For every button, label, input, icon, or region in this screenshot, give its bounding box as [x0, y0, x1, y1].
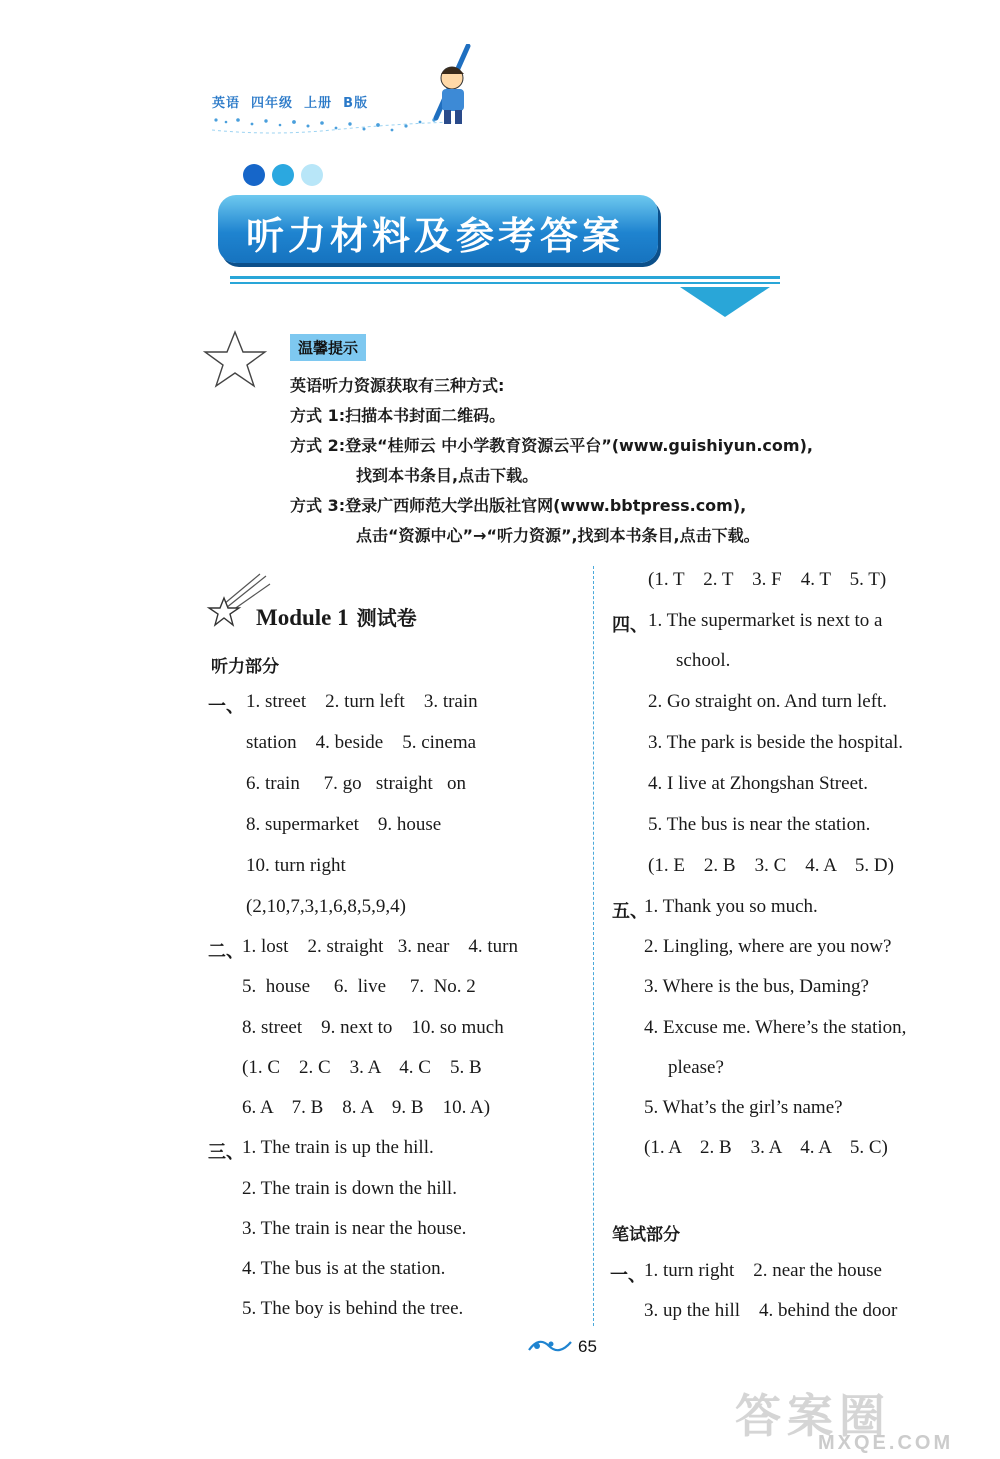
tip-line: 英语听力资源获取有三种方式:: [290, 376, 505, 395]
answer-line: 1. street 2. turn left 3. train: [246, 691, 478, 712]
tip-label: 温馨提示: [290, 334, 366, 361]
module-title-cn: 测试卷: [356, 606, 417, 630]
section-number: 二、: [208, 941, 244, 962]
tip-line: 找到本书条目,点击下载。: [356, 466, 539, 485]
answer-line: 5. house 6. live 7. No. 2: [242, 976, 476, 997]
answer-line: 4. I live at Zhongshan Street.: [648, 773, 869, 794]
answer-line: 3. The park is beside the hospital.: [648, 732, 904, 753]
answer-line: 4. The bus is at the station.: [242, 1258, 446, 1279]
boy-with-pen-icon: [418, 44, 480, 128]
triangle-marker-icon: [680, 287, 770, 317]
answer-line: 1. The train is up the hill.: [242, 1137, 434, 1158]
section-number: 四、: [612, 615, 648, 636]
sparkle-dots-decoration: [212, 112, 452, 138]
answer-line: 2. Lingling, where are you now?: [644, 936, 892, 957]
answer-line: 5. The boy is behind the tree.: [242, 1298, 464, 1319]
answer-line: 3. The train is near the house.: [242, 1218, 467, 1239]
answer-line: 1. turn right 2. near the house: [644, 1260, 882, 1281]
answer-line: 1. lost 2. straight 3. near 4. turn: [242, 936, 518, 957]
book-tag: 英语 四年级 上册 B版: [212, 96, 369, 111]
answer-line: 3. up the hill 4. behind the door: [644, 1300, 898, 1321]
answer-line: 2. The train is down the hill.: [242, 1178, 457, 1199]
page-title: 听力材料及参考答案: [246, 214, 625, 258]
divider-rule-thin: [230, 282, 780, 284]
star-icon: [202, 330, 268, 388]
section-number: 五、: [612, 901, 648, 922]
tip-line: 方式 2:登录“桂师云 中小学教育资源云平台”(www.guishiyun.com),: [290, 436, 813, 455]
page-number: 65: [578, 1337, 597, 1356]
answer-line: 6. train 7. go straight on: [246, 773, 467, 794]
answer-line: 5. What’s the girl’s name?: [644, 1097, 843, 1118]
decor-circle-mid: [272, 164, 294, 186]
divider-rule: [230, 276, 780, 279]
answer-line: 2. Go straight on. And turn left.: [648, 691, 888, 712]
answer-line: 5. The bus is near the station.: [648, 814, 871, 835]
column-divider: [593, 566, 594, 1326]
tip-line: 方式 1:扫描本书封面二维码。: [290, 406, 506, 425]
answer-line: station 4. beside 5. cinema: [246, 732, 477, 753]
listening-section-heading: 听力部分: [211, 657, 279, 677]
decor-circle-dark: [243, 164, 265, 186]
answer-line: (2,10,7,3,1,6,8,5,9,4): [246, 896, 406, 917]
answer-line: school.: [676, 650, 731, 671]
answer-line: 8. street 9. next to 10. so much: [242, 1017, 504, 1038]
watermark-url: MXQE.COM: [818, 1432, 954, 1454]
answer-line: 8. supermarket 9. house: [246, 814, 442, 835]
written-section-heading: 笔试部分: [612, 1225, 680, 1245]
answer-line: (1. T 2. T 3. F 4. T 5. T): [648, 569, 887, 590]
section-number: 三、: [208, 1142, 244, 1163]
answer-line: 4. Excuse me. Where’s the station,: [644, 1017, 907, 1038]
tip-line: 方式 3:登录广西师范大学出版社官网(www.bbtpress.com),: [290, 496, 747, 515]
answer-line: (1. C 2. C 3. A 4. C 5. B: [242, 1057, 482, 1078]
answer-line: (1. E 2. B 3. C 4. A 5. D): [648, 855, 894, 876]
section-number: 一、: [610, 1265, 646, 1286]
answer-line: 1. The supermarket is next to a: [648, 610, 883, 631]
answer-line: 6. A 7. B 8. A 9. B 10. A): [242, 1097, 491, 1118]
answer-line: (1. A 2. B 3. A 4. A 5. C): [644, 1137, 888, 1158]
answer-line: please?: [668, 1057, 724, 1078]
tip-line: 点击“资源中心”→“听力资源”,找到本书条目,点击下载。: [356, 526, 760, 545]
answer-line: 1. Thank you so much.: [644, 896, 818, 917]
page-ornament-icon: [527, 1334, 573, 1356]
answer-line: 10. turn right: [246, 855, 346, 876]
module-title-en: Module 1: [256, 605, 349, 630]
section-number: 一、: [208, 696, 244, 717]
answer-line: 3. Where is the bus, Daming?: [644, 976, 869, 997]
module-title: [256, 602, 417, 631]
decor-circle-light: [301, 164, 323, 186]
watermark-logo: 答案圈: [735, 1389, 891, 1443]
